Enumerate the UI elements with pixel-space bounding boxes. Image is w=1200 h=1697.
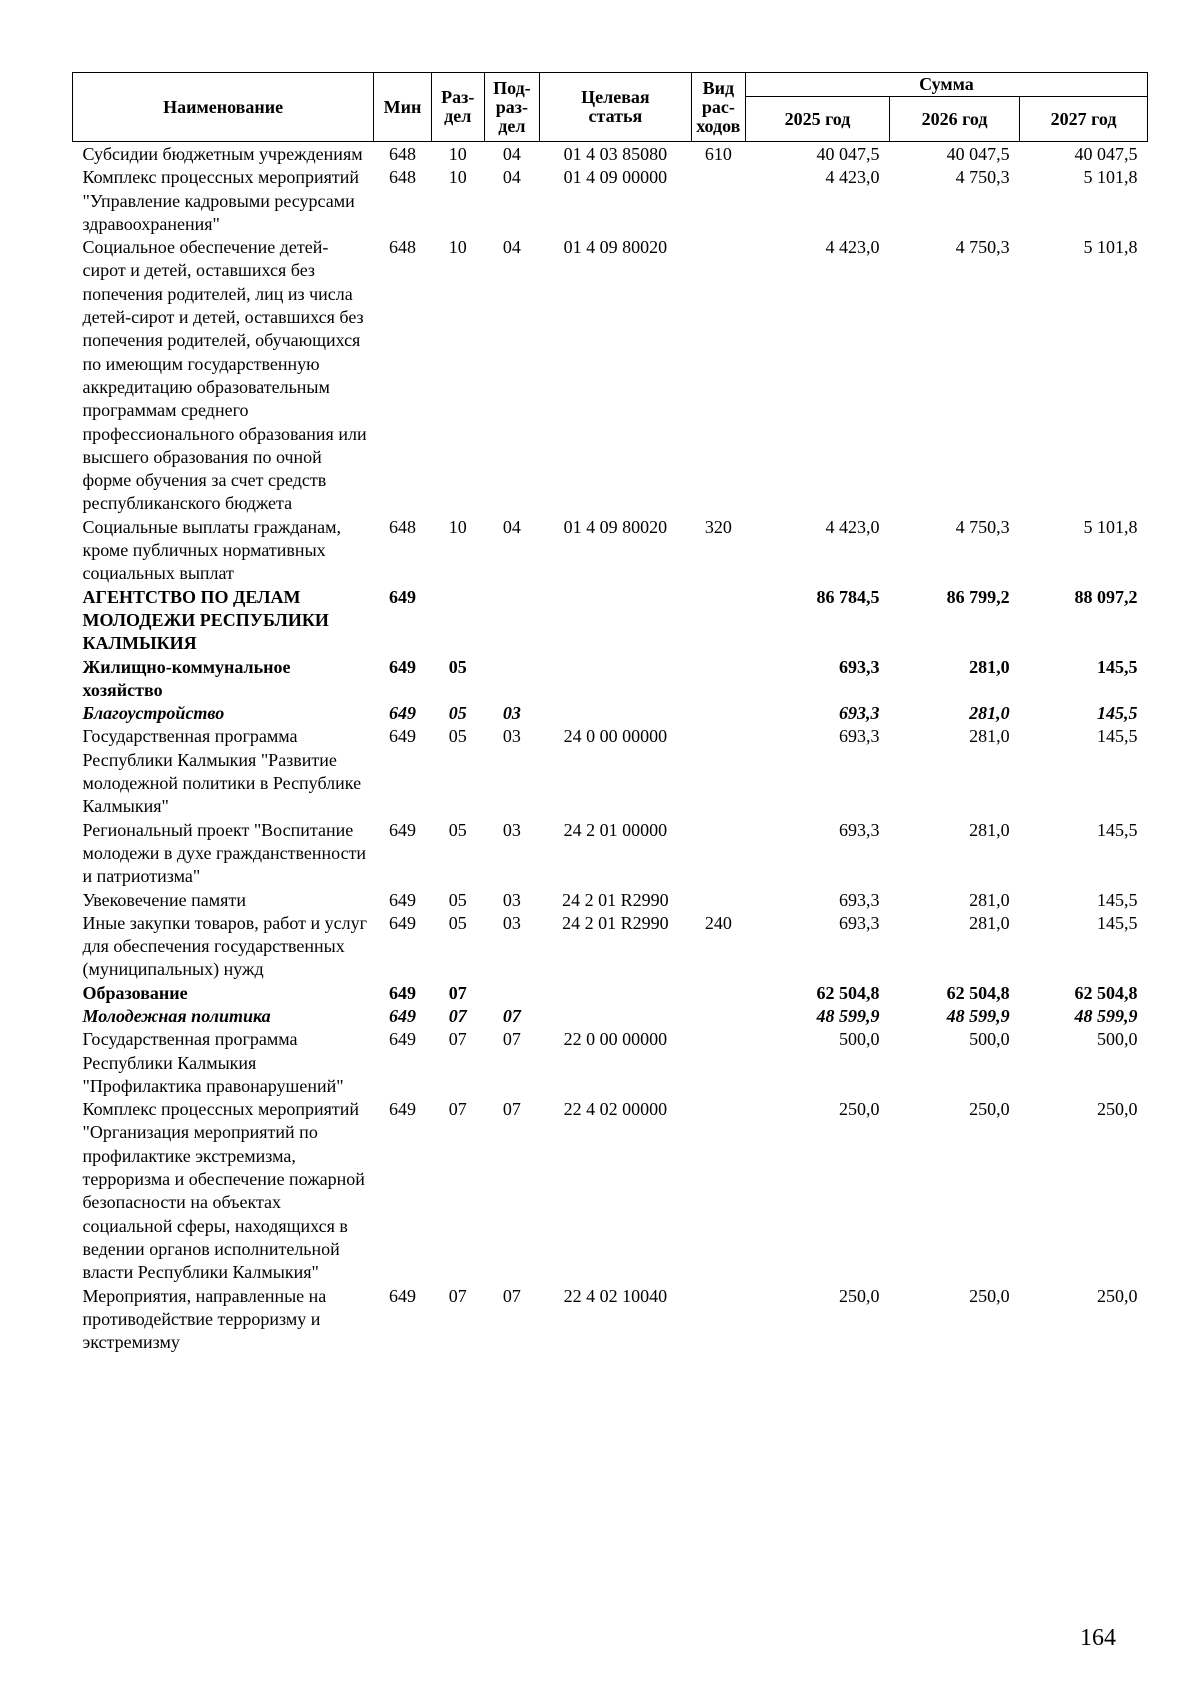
row-vid-raskhodov bbox=[691, 819, 745, 889]
header-vid-raskhodov: Вид рас- ходов bbox=[691, 73, 745, 142]
table-row bbox=[73, 236, 1148, 516]
row-sum-2025: 40 047,5 bbox=[816, 144, 880, 164]
row-razdel: 05 bbox=[448, 656, 467, 677]
row-razdel: 07 bbox=[448, 1029, 467, 1050]
row-vid-raskhodov bbox=[691, 702, 745, 725]
row-sum-2027: 145,5 bbox=[1097, 912, 1138, 933]
row-razdel: 05 bbox=[448, 819, 467, 840]
budget-table bbox=[72, 72, 1148, 1354]
row-vid-raskhodov bbox=[691, 236, 745, 516]
row-sum-2027: 145,5 bbox=[1097, 726, 1138, 747]
page-number: 164 bbox=[1080, 1625, 1116, 1651]
row-name: Молодежная политика bbox=[82, 1005, 271, 1026]
row-razdel: 05 bbox=[448, 703, 467, 724]
row-razdel: 05 bbox=[448, 912, 467, 933]
row-vid-raskhodov bbox=[691, 586, 745, 656]
row-tselevaya-statya: 01 4 09 00000 bbox=[563, 167, 668, 188]
row-name: АГЕНТСТВО ПО ДЕЛАМ МОЛОДЕЖИ РЕСПУБЛИКИ КАЛМЫКИЯ bbox=[82, 586, 329, 654]
row-sum-2026: 62 504,8 bbox=[946, 982, 1010, 1003]
row-sum-2027: 62 504,8 bbox=[1074, 982, 1138, 1003]
row-vid-raskhodov: 610 bbox=[704, 144, 732, 164]
row-tselevaya-statya: 01 4 09 80020 bbox=[563, 237, 668, 258]
row-sum-2026: 48 599,9 bbox=[946, 1005, 1010, 1026]
row-sum-2025: 693,3 bbox=[839, 912, 880, 933]
row-tselevaya-statya: 22 4 02 00000 bbox=[563, 1099, 668, 1120]
row-min: 649 bbox=[388, 1099, 416, 1120]
row-vid-raskhodov: 320 bbox=[704, 516, 732, 537]
row-name: Мероприятия, направленные на противодействие терроризму и экстремизму bbox=[82, 1285, 327, 1353]
table-row bbox=[73, 702, 1148, 725]
row-sum-2026: 86 799,2 bbox=[946, 586, 1010, 607]
row-min: 648 bbox=[388, 237, 416, 258]
table-row bbox=[73, 1005, 1148, 1028]
row-sum-2027: 145,5 bbox=[1097, 889, 1138, 910]
row-sum-2025: 250,0 bbox=[839, 1285, 880, 1306]
row-sum-2026: 281,0 bbox=[969, 912, 1010, 933]
row-vid-raskhodov bbox=[691, 889, 745, 912]
row-podrazdel: 07 bbox=[502, 1099, 521, 1120]
row-sum-2027: 250,0 bbox=[1097, 1285, 1138, 1306]
header-podrazdel: Под- раз- дел bbox=[484, 73, 539, 142]
header-2027: 2027 год bbox=[1020, 97, 1148, 142]
row-sum-2026: 250,0 bbox=[969, 1099, 1010, 1120]
row-sum-2026: 281,0 bbox=[969, 819, 1010, 840]
table-row bbox=[73, 982, 1148, 1005]
row-razdel: 10 bbox=[448, 237, 467, 258]
row-tselevaya-statya: 22 0 00 00000 bbox=[563, 1029, 668, 1050]
budget-page bbox=[72, 72, 1148, 1354]
row-name: Региональный проект "Воспитание молодежи в духе гражданственности и патриотизма" bbox=[82, 819, 367, 887]
row-razdel: 07 bbox=[448, 1099, 467, 1120]
table-row bbox=[73, 889, 1148, 912]
row-min: 648 bbox=[388, 167, 416, 188]
row-sum-2027: 145,5 bbox=[1097, 656, 1138, 677]
table-row bbox=[73, 819, 1148, 889]
table-body bbox=[73, 142, 1148, 1355]
row-podrazdel bbox=[484, 586, 539, 656]
row-razdel: 10 bbox=[448, 167, 467, 188]
header-name: Наименование bbox=[73, 73, 374, 142]
row-tselevaya-statya bbox=[540, 702, 692, 725]
row-razdel: 07 bbox=[448, 1285, 467, 1306]
row-sum-2025: 62 504,8 bbox=[816, 982, 880, 1003]
row-podrazdel: 07 bbox=[502, 1005, 521, 1026]
row-sum-2027: 40 047,5 bbox=[1074, 144, 1138, 164]
row-vid-raskhodov bbox=[691, 166, 745, 236]
row-razdel: 10 bbox=[448, 516, 467, 537]
row-sum-2026: 250,0 bbox=[969, 1285, 1010, 1306]
row-sum-2026: 40 047,5 bbox=[946, 144, 1010, 164]
row-sum-2025: 86 784,5 bbox=[816, 586, 880, 607]
row-sum-2026: 281,0 bbox=[969, 656, 1010, 677]
row-sum-2027: 5 101,8 bbox=[1083, 167, 1138, 188]
row-tselevaya-statya bbox=[540, 1005, 692, 1028]
row-tselevaya-statya: 24 2 01 R2990 bbox=[562, 912, 669, 933]
row-sum-2026: 4 750,3 bbox=[955, 237, 1010, 258]
row-min: 649 bbox=[388, 703, 416, 724]
row-sum-2025: 4 423,0 bbox=[825, 167, 880, 188]
row-name: Социальное обеспечение детей-сирот и детей, оставшихся без попечения родителей, лиц из числа детей-сирот и детей, оставшихся без попечения родителей, обучающихся по имеющим государственную аккредитацию образовательным программам среднего профессионального образования или высшего образования по очной форме обучения за счет средств республиканского бюджета bbox=[82, 237, 367, 514]
row-tselevaya-statya: 01 4 03 85080 bbox=[563, 144, 668, 164]
header-min: Мин bbox=[374, 73, 431, 142]
row-sum-2027: 145,5 bbox=[1097, 819, 1138, 840]
row-sum-2025: 48 599,9 bbox=[816, 1005, 880, 1026]
row-sum-2025: 500,0 bbox=[839, 1029, 880, 1050]
table-row bbox=[73, 142, 1148, 167]
header-2025: 2025 год bbox=[745, 97, 889, 142]
row-tselevaya-statya: 24 0 00 00000 bbox=[563, 726, 668, 747]
row-razdel: 10 bbox=[448, 144, 467, 164]
row-min: 649 bbox=[388, 586, 416, 607]
row-name: Комплекс процессных мероприятий "Управление кадровыми ресурсами здравоохранения" bbox=[82, 167, 360, 234]
row-podrazdel: 03 bbox=[502, 889, 521, 910]
row-podrazdel: 04 bbox=[502, 237, 521, 258]
row-podrazdel: 03 bbox=[502, 703, 521, 724]
table-row bbox=[73, 1285, 1148, 1355]
row-name: Иные закупки товаров, работ и услуг для обеспечения государственных (муниципальных) нужд bbox=[82, 912, 367, 980]
row-sum-2026: 281,0 bbox=[969, 889, 1010, 910]
row-sum-2026: 500,0 bbox=[969, 1029, 1010, 1050]
header-summa: Сумма bbox=[745, 73, 1147, 97]
row-sum-2027: 500,0 bbox=[1097, 1029, 1138, 1050]
row-vid-raskhodov: 240 bbox=[704, 912, 732, 933]
row-min: 649 bbox=[388, 1029, 416, 1050]
row-sum-2027: 88 097,2 bbox=[1074, 586, 1138, 607]
row-min: 649 bbox=[388, 1285, 416, 1306]
row-sum-2027: 48 599,9 bbox=[1074, 1005, 1138, 1026]
row-sum-2025: 693,3 bbox=[839, 819, 880, 840]
row-min: 649 bbox=[388, 912, 416, 933]
row-sum-2027: 250,0 bbox=[1097, 1099, 1138, 1120]
row-sum-2025: 4 423,0 bbox=[825, 237, 880, 258]
row-vid-raskhodov bbox=[691, 1028, 745, 1098]
row-razdel: 07 bbox=[448, 1005, 467, 1026]
table-row bbox=[73, 1098, 1148, 1284]
row-sum-2025: 693,3 bbox=[839, 656, 880, 677]
row-sum-2026: 4 750,3 bbox=[955, 516, 1010, 537]
row-name: Увековечение памяти bbox=[82, 889, 246, 910]
row-sum-2025: 693,3 bbox=[839, 726, 880, 747]
header-2026: 2026 год bbox=[890, 97, 1020, 142]
table-row bbox=[73, 166, 1148, 236]
row-sum-2027: 145,5 bbox=[1097, 703, 1138, 724]
row-tselevaya-statya: 01 4 09 80020 bbox=[563, 516, 668, 537]
row-sum-2026: 4 750,3 bbox=[955, 167, 1010, 188]
row-sum-2026: 281,0 bbox=[969, 703, 1010, 724]
row-min: 649 bbox=[388, 889, 416, 910]
row-sum-2027: 5 101,8 bbox=[1083, 237, 1138, 258]
row-podrazdel: 03 bbox=[502, 819, 521, 840]
row-podrazdel bbox=[484, 982, 539, 1005]
row-vid-raskhodov bbox=[691, 656, 745, 703]
table-row bbox=[73, 1028, 1148, 1098]
row-min: 649 bbox=[388, 819, 416, 840]
row-vid-raskhodov bbox=[691, 1285, 745, 1355]
row-name: Благоустройство bbox=[82, 703, 225, 724]
row-vid-raskhodov bbox=[691, 1005, 745, 1028]
row-razdel bbox=[431, 586, 484, 656]
table-row bbox=[73, 912, 1148, 982]
row-podrazdel: 07 bbox=[502, 1285, 521, 1306]
row-vid-raskhodov bbox=[691, 725, 745, 818]
row-vid-raskhodov bbox=[691, 1098, 745, 1284]
row-podrazdel: 04 bbox=[502, 167, 521, 188]
row-min: 648 bbox=[388, 516, 416, 537]
row-razdel: 07 bbox=[448, 982, 467, 1003]
row-tselevaya-statya bbox=[540, 586, 692, 656]
row-name: Государственная программа Республики Калмыкия "Профилактика правонарушений" bbox=[82, 1029, 344, 1096]
row-min: 648 bbox=[388, 144, 416, 164]
header-razdel: Раз- дел bbox=[431, 73, 484, 142]
row-min: 649 bbox=[388, 982, 416, 1003]
row-tselevaya-statya bbox=[540, 982, 692, 1005]
row-podrazdel bbox=[484, 656, 539, 703]
row-sum-2025: 693,3 bbox=[839, 703, 880, 724]
row-name: Субсидии бюджетным учреждениям bbox=[82, 144, 363, 164]
row-razdel: 05 bbox=[448, 726, 467, 747]
row-min: 649 bbox=[388, 1005, 416, 1026]
row-podrazdel: 03 bbox=[502, 726, 521, 747]
row-podrazdel: 04 bbox=[502, 144, 521, 164]
table-row bbox=[73, 516, 1148, 586]
table-row bbox=[73, 725, 1148, 818]
header-tselevaya-statya: Целевая статья bbox=[540, 73, 692, 142]
row-podrazdel: 03 bbox=[502, 912, 521, 933]
row-tselevaya-statya: 22 4 02 10040 bbox=[563, 1285, 668, 1306]
row-name: Социальные выплаты гражданам, кроме публичных нормативных социальных выплат bbox=[82, 516, 341, 584]
row-name: Жилищно-коммунальное хозяйство bbox=[82, 656, 291, 700]
row-sum-2025: 250,0 bbox=[839, 1099, 880, 1120]
row-podrazdel: 04 bbox=[502, 516, 521, 537]
row-name: Государственная программа Республики Калмыкия "Развитие молодежной политики в Республике Калмыкия" bbox=[82, 726, 362, 817]
row-tselevaya-statya: 24 2 01 00000 bbox=[563, 819, 668, 840]
row-razdel: 05 bbox=[448, 889, 467, 910]
row-min: 649 bbox=[388, 726, 416, 747]
row-sum-2027: 5 101,8 bbox=[1083, 516, 1138, 537]
row-name: Комплекс процессных мероприятий "Организация мероприятий по профилактике экстремизма, терроризма и обеспечение пожарной безопасности на объектах социальной сферы, находящихся в ведении органов исполнительной власти Республики Калмыкия" bbox=[82, 1099, 365, 1283]
row-sum-2025: 693,3 bbox=[839, 889, 880, 910]
table-row bbox=[73, 656, 1148, 703]
row-podrazdel: 07 bbox=[502, 1029, 521, 1050]
row-min: 649 bbox=[388, 656, 416, 677]
row-vid-raskhodov bbox=[691, 982, 745, 1005]
row-sum-2025: 4 423,0 bbox=[825, 516, 880, 537]
table-row bbox=[73, 586, 1148, 656]
row-tselevaya-statya: 24 2 01 R2990 bbox=[562, 889, 669, 910]
row-name: Образование bbox=[82, 982, 188, 1003]
row-tselevaya-statya bbox=[540, 656, 692, 703]
row-sum-2026: 281,0 bbox=[969, 726, 1010, 747]
